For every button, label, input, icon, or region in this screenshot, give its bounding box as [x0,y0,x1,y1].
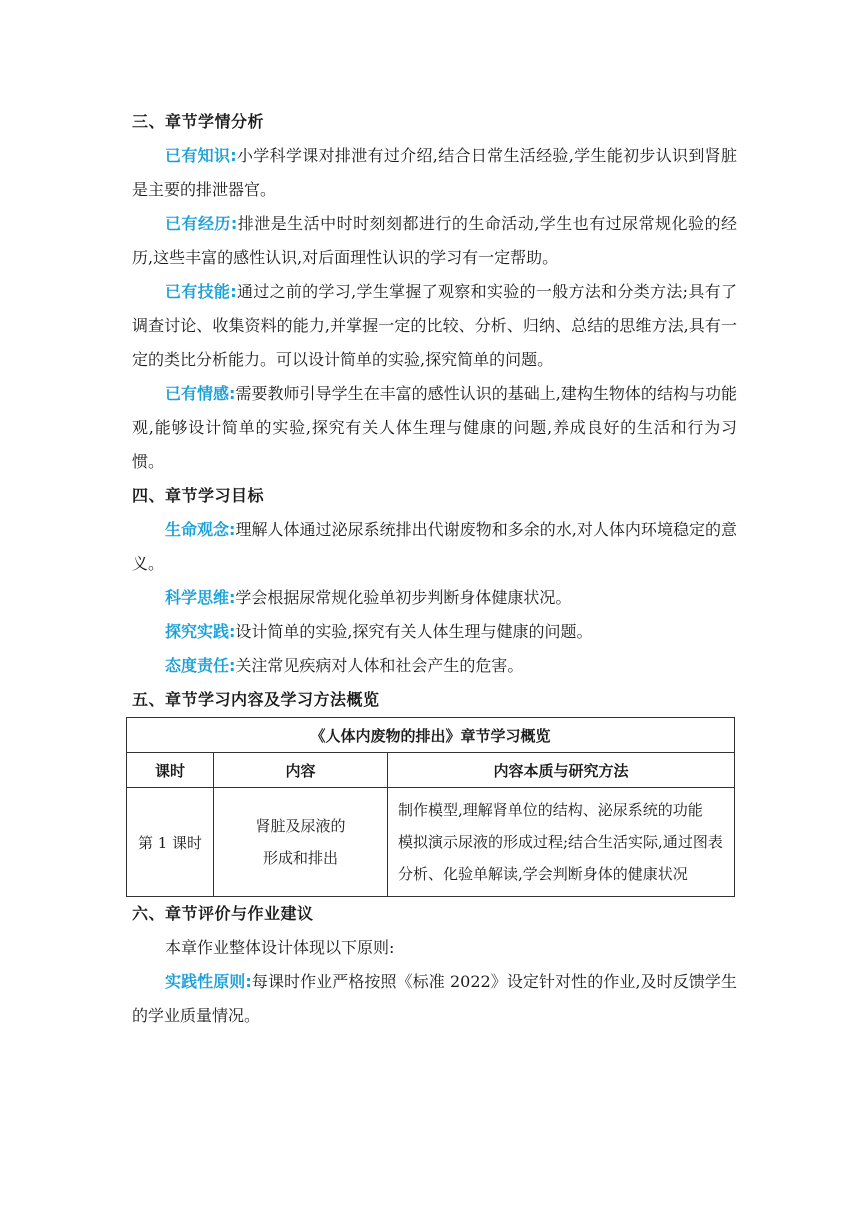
section6-heading: 六、章节评价与作业建议 [132,904,314,923]
term-label: 生命观念: [165,520,236,539]
paragraph-text: 理解人体通过泌尿系统排出代谢废物和多余的水,对人体内环境稳定的意义。 [132,520,738,573]
paragraph-inquiry-practice [132,615,737,649]
cell-method [388,788,735,897]
paragraph-practicality [132,965,737,1033]
term-label: 已有技能: [165,282,237,301]
cell-method-line: 模拟演示尿液的形成过程;结合生活实际,通过图表分析、化验单解读,学会判断身体的健康状况 [398,833,723,883]
table-header-row [127,753,735,788]
column-header-method: 内容本质与研究方法 [388,753,735,788]
overview-table [126,717,735,897]
column-header-content: 内容 [214,753,388,788]
paragraph-text: 每课时作业严格按照《标准 2022》设定针对性的作业,及时反馈学生的学业质量情况。 [132,972,737,1025]
term-label: 实践性原则: [165,972,252,991]
cell-lesson: 第 1 课时 [127,788,214,897]
paragraph-scientific-thinking [132,581,737,615]
table-title: 《人体内废物的排出》章节学习概览 [127,718,735,753]
term-label: 科学思维: [165,588,236,607]
paragraph-text: 通过之前的学习,学生掌握了观察和实验的一般方法和分类方法;具有了调查讨论、收集资料的能力,并掌握一定的比较、分析、归纳、总结的思维方法,具有一定的类比分析能力。可以设计简单的实验,探究简单的问题。 [132,282,737,369]
paragraph-life-concept [132,513,737,581]
paragraph-prior-experience [132,207,737,275]
paragraph-text: 关注常见疾病对人体和社会产生的危害。 [235,656,524,675]
paragraph-attitude [132,649,737,683]
paragraph-text: 学会根据尿常规化验单初步判断身体健康状况。 [235,588,572,607]
paragraph-prior-skills [132,275,737,377]
term-label: 已有知识: [165,146,237,165]
paragraph-prior-emotion [132,377,737,479]
term-label: 已有经历: [165,214,238,233]
paragraph-text: 设计简单的实验,探究有关人体生理与健康的问题。 [235,622,593,641]
document-content [132,105,737,1033]
paragraph-text: 需要教师引导学生在丰富的感性认识的基础上,建构生物体的结构与功能观,能够设计简单的实验,探究有关人体生理与健康的问题,养成良好的生活和行为习惯。 [132,384,738,471]
term-label: 态度责任: [165,656,236,675]
table-row [127,788,735,897]
paragraph-intro: 本章作业整体设计体现以下原则: [165,938,395,957]
paragraph-text: 小学科学课对排泄有过介绍,结合日常生活经验,学生能初步认识到肾脏是主要的排泄器官。 [132,146,737,199]
cell-content [214,788,388,897]
term-label: 探究实践: [165,622,236,641]
paragraph-prior-knowledge [132,139,737,207]
paragraph-text: 排泄是生活中时时刻刻都进行的生命活动,学生也有过尿常规化验的经历,这些丰富的感性认识,对后面理性认识的学习有一定帮助。 [132,214,737,267]
column-header-lesson: 课时 [127,753,214,788]
cell-content-line: 形成和排出 [262,849,338,867]
table-title-row [127,718,735,753]
section4-heading: 四、章节学习目标 [132,486,265,505]
term-label: 已有情感: [165,384,236,403]
section3-heading: 三、章节学情分析 [132,112,265,131]
cell-content-line: 肾脏及尿液的 [255,817,346,835]
section5-heading: 五、章节学习内容及学习方法概览 [132,690,380,709]
cell-method-line: 制作模型,理解肾单位的结构、泌尿系统的功能 [398,801,703,819]
